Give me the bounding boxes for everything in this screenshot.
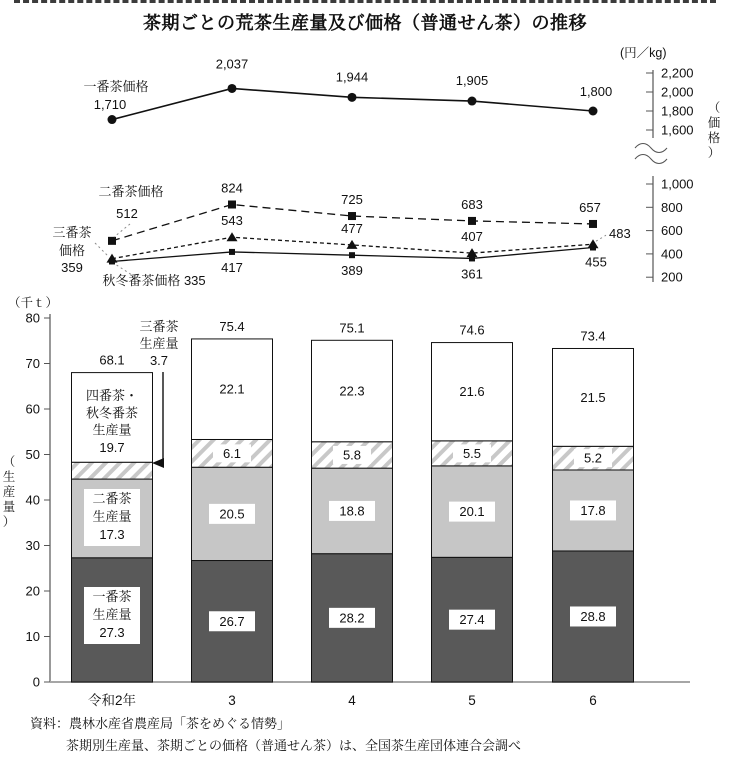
segment-value-label: 生産量 (92, 607, 132, 622)
data-point-marker (589, 107, 598, 116)
data-point-marker (108, 115, 117, 124)
axis-tick-label: 800 (661, 199, 683, 215)
axis-tick-label: 50 (25, 447, 40, 462)
data-label: 477 (341, 220, 363, 236)
chart-title: 茶期ごとの荒茶生産量及び価格（普通せん茶）の推移 (143, 13, 587, 33)
axis-tick-label: 60 (25, 401, 40, 417)
segment-value-label: 四番茶・ (85, 388, 139, 403)
data-label: 455 (585, 254, 607, 270)
price-axis-vertical-label: ） (707, 146, 721, 160)
production-axis-vertical-label: ） (2, 515, 16, 529)
price-axis-vertical-label: （ (707, 101, 721, 115)
segment-value-label: 二番茶 (92, 491, 132, 506)
series-一番茶価格 (108, 84, 598, 124)
series-label-shutobancha: 秋冬番茶価格 335 (102, 273, 206, 288)
axis-tick-label: 1,800 (661, 103, 694, 119)
axis-tick-label: 1,000 (661, 176, 694, 192)
segment-value-label: 17.8 (580, 502, 606, 518)
bar-segment-三番茶生産量 (72, 462, 153, 479)
data-point-marker (348, 212, 356, 220)
production-axis-vertical-label: 産 (2, 485, 16, 499)
series-label-ichibancha: 一番茶価格 (83, 79, 149, 94)
axis-tick-label: 10 (25, 629, 40, 644)
segment-value-label: 一番茶 (92, 589, 132, 604)
segment-value-label: 20.5 (219, 506, 245, 522)
x-axis-category-label: 令和2年 (87, 693, 137, 708)
axis-tick-label: 2,000 (661, 84, 694, 100)
data-label: 389 (341, 263, 363, 279)
data-label: 725 (341, 192, 363, 208)
top-dashed-border (14, 0, 716, 3)
production-axis-vertical-label: 量 (2, 500, 16, 514)
production-axis-vertical-label: 生 (2, 470, 16, 484)
bar-total-label: 75.4 (219, 318, 245, 334)
segment-value-label: 5.8 (342, 447, 362, 463)
bar-total-label: 68.1 (99, 352, 125, 368)
segment-value-label: 27.4 (459, 612, 485, 628)
data-label: 2,037 (215, 56, 249, 72)
data-point-marker (348, 93, 357, 102)
axis-tick-label: 80 (25, 310, 40, 326)
segment-value-label: 生産量 (92, 422, 132, 438)
data-label: 483 (609, 226, 631, 242)
data-label: 1,944 (335, 69, 369, 85)
axis-tick-label: 2,200 (661, 65, 694, 81)
series-label-sanbancha: 価格 (58, 243, 86, 258)
source-line-1: 資料：農林水産省農産局「茶をめぐる情勢」 (30, 716, 291, 731)
segment-value-label: 19.7 (99, 439, 125, 455)
axis-tick-label: 30 (25, 538, 40, 553)
label-leader (596, 235, 606, 241)
data-point-marker (589, 220, 597, 228)
price-axis-vertical-label: 価 (707, 116, 721, 130)
series-label-nibancha: 二番茶価格 (98, 184, 164, 199)
data-label: 1,710 (93, 97, 127, 112)
axis-tick-label: 70 (25, 356, 40, 371)
label-leader (114, 224, 130, 237)
segment-value-label: 秋冬番茶 (85, 405, 139, 421)
data-point-marker (349, 252, 355, 258)
data-label: 407 (461, 229, 483, 245)
data-label: 683 (461, 196, 483, 212)
segment-value-label: 5.5 (462, 445, 482, 461)
data-label: 657 (579, 199, 601, 215)
data-point-marker (228, 201, 236, 209)
annotation-sanbancha: 生産量 (139, 336, 179, 351)
axis-tick-label: 1,600 (661, 122, 694, 138)
production-axis-vertical-label: （ (2, 455, 16, 469)
axis-break-mark (635, 155, 667, 164)
data-label: 1,905 (455, 73, 489, 89)
segment-value-label: 生産量 (92, 509, 132, 524)
data-point-marker (229, 249, 235, 255)
x-axis-category-label: 3 (228, 693, 236, 708)
data-label: 824 (221, 180, 243, 196)
production-unit-label: （千ｔ） (8, 296, 59, 310)
segment-value-label: 28.2 (339, 610, 365, 626)
segment-value-label: 18.8 (339, 503, 365, 519)
data-point-marker (108, 237, 116, 245)
bar-total-label: 73.4 (580, 328, 606, 344)
segment-value-label: 22.3 (339, 383, 365, 399)
data-label: 359 (61, 260, 83, 275)
annotation-sanbancha: 三番茶 (139, 319, 179, 334)
price-axis-vertical-label: 格 (707, 131, 721, 145)
price-unit-label: (円／kg) (620, 46, 667, 60)
series-label-sanbancha: 三番茶 (52, 225, 92, 240)
x-axis-category-label: 5 (468, 693, 476, 708)
segment-value-label: 28.8 (580, 608, 606, 624)
label-leader (95, 243, 108, 256)
data-point-marker (109, 258, 115, 264)
segment-value-label: 21.6 (459, 384, 485, 400)
bar-total-label: 74.6 (459, 322, 485, 338)
source-line-2: 茶期別生産量、茶期ごとの価格（普通せん茶）は、全国茶生産団体連合会調べ (66, 738, 522, 753)
annotation-arrow-head (152, 458, 164, 468)
data-label: 417 (221, 259, 243, 275)
axis-tick-label: 600 (661, 223, 683, 239)
segment-value-label: 22.1 (219, 381, 245, 397)
data-point-marker (590, 244, 596, 250)
axis-tick-label: 20 (25, 583, 40, 599)
x-axis-category-label: 6 (589, 693, 597, 708)
data-point-marker (227, 232, 238, 241)
segment-value-label: 27.3 (99, 625, 125, 640)
axis-tick-label: 0 (32, 674, 40, 690)
data-label: 1,800 (579, 84, 613, 99)
segment-value-label: 6.1 (222, 445, 242, 461)
data-point-marker (469, 255, 475, 261)
x-axis-category-label: 4 (348, 693, 356, 708)
segment-value-label: 5.2 (583, 450, 603, 466)
data-point-marker (468, 97, 477, 106)
data-label: 543 (221, 213, 243, 229)
segment-value-label: 20.1 (459, 504, 485, 520)
segment-value-label: 21.5 (580, 389, 606, 405)
bar-total-label: 75.1 (339, 320, 365, 336)
annotation-sanbancha: 3.7 (149, 353, 169, 368)
segment-value-label: 26.7 (219, 613, 245, 629)
axis-break-mark (635, 144, 667, 153)
axis-tick-label: 40 (25, 492, 40, 508)
data-label: 361 (461, 266, 483, 282)
data-label: 512 (116, 206, 138, 221)
data-point-marker (468, 217, 476, 225)
segment-value-label: 17.3 (99, 527, 125, 542)
axis-tick-label: 200 (661, 269, 683, 285)
data-point-marker (228, 84, 237, 93)
axis-tick-label: 400 (661, 246, 683, 262)
